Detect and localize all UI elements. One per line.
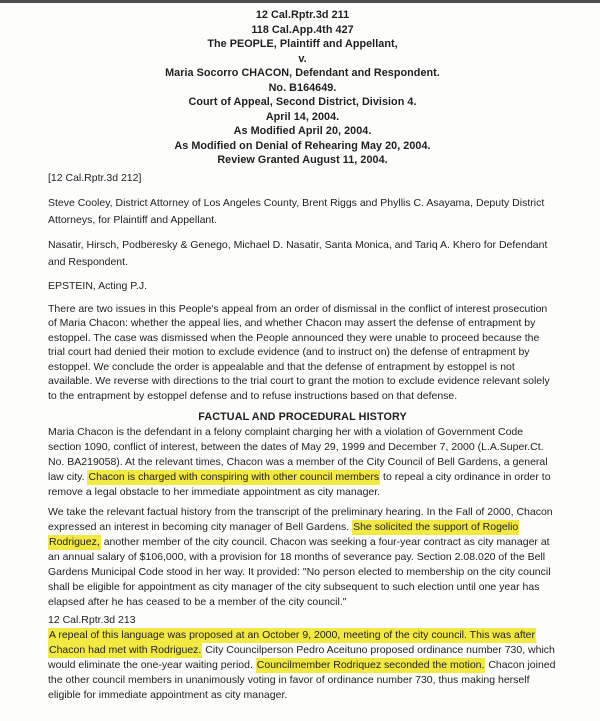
court-opinion-page <box>0 3 600 703</box>
highlighted-text: Councilmember Rodriquez seconded the motion. <box>256 659 485 671</box>
facts-paragraph-2 <box>48 505 557 610</box>
facts-paragraph-1 <box>48 425 557 500</box>
body-text: to repeal a city ordinance in order to remove a legal obstacle to her immediate appointment as city manager. <box>48 471 551 498</box>
docket-number: No. B164649. <box>268 81 337 94</box>
opinion-author: EPSTEIN, Acting P.J. <box>48 279 148 292</box>
body-text: Chacon joined the other council members in unanimously voting in favor of ordinance number 730, thus making herself eligible for immediate appointment as city manager. <box>48 659 556 701</box>
body-text: We take the relevant factual history from the transcript of the preliminary hearing. In the Fall of 2000, Chacon expressed an interest in becoming city manager of Bell Gardens. <box>48 506 553 533</box>
page-reference-213: 12 Cal.Rptr.3d 213 <box>48 614 136 626</box>
section-heading: FACTUAL AND PROCEDURAL HISTORY <box>198 411 407 423</box>
modified-date: As Modified April 20, 2004. <box>233 125 372 137</box>
highlighted-text: She solicited the support of Rogelio Rodriguez, <box>49 521 519 548</box>
review-granted-date: Review Granted August 11, 2004. <box>217 154 388 166</box>
highlighted-text: Chacon is charged with conspiring with other council members <box>88 471 380 483</box>
page-reference-212: [12 Cal.Rptr.3d 212] <box>48 171 142 184</box>
introduction-paragraph: There are two issues in this People's appeal from an order of dismissal in the conflict of interest prosecution of Maria Chacon: whether the appeal lies, and whether Chacon may assert the defense of entrapment by estoppel. The case was dismissed when the People announced they were unable to proceed because the trial court had denied their motion to exclude evidence (and to instruct on) the defense of entrapment by estoppel. We conclude the order is appealable and that the defense of entrapment by estoppel is not available. We reverse with directions to the trial court to grant the motion to exclude evidence relevant solely to the entrapment by estoppel defense and to refuse instructions based on that defense. <box>48 302 550 402</box>
court-name: Court of Appeal, Second District, Division 4. <box>188 96 417 108</box>
decision-date: April 14, 2004. <box>265 110 340 123</box>
reporter-citation: 12 Cal.Rptr.3d 211 <box>255 9 350 21</box>
case-caption <box>48 8 557 168</box>
rehearing-modified-date: As Modified on Denial of Rehearing May 20, 2004. <box>174 139 431 152</box>
counsel-for-respondent: Nasatir, Hirsch, Podberesky & Genego, Michael D. Nasatir, Santa Monica, and Tariq A. Khero for Defendant and Respondent. <box>48 238 548 268</box>
official-citation: 118 Cal.App.4th 427 <box>251 23 354 36</box>
versus-label: v. <box>298 52 307 65</box>
body-text: Maria Chacon is the defendant in a felony complaint charging her with a violation of Government Code section 1090, conflict of interest, between the dates of May 29, 1999 and December 7, 2000 (L.A.Super.Ct. No. BA219058). At the relevant times, Chacon was a member of the City Council of Bell Gardens, a general law city. <box>48 426 548 483</box>
body-text: City Councilperson Pedro Aceituno proposed ordinance number 730, which would eliminate the one-year waiting period. <box>48 644 555 671</box>
party-respondent: Maria Socorro CHACON, Defendant and Respondent. <box>165 67 440 79</box>
party-appellant: The PEOPLE, Plaintiff and Appellant, <box>207 38 398 50</box>
body-text: another member of the city council. Chacon was seeking a four-year contract as city manager at an annual salary of $106,000, with a provision for 18 months of severance pay. Section 2.08.020 of the Bell Gardens Municipal Code stood in her way. It provided: "No person elected to membership on the city council shall be eligible for appointment as city manager of the city subsequent to such election until one year has elapsed after he has ceased to be a member of the city council." <box>48 536 551 608</box>
highlighted-text: A repeal of this language was proposed at an October 9, 2000, meeting of the city council. This was after Chacon had met with Rodriguez. <box>49 629 536 656</box>
facts-paragraph-3 <box>48 628 557 703</box>
counsel-for-appellant: Steve Cooley, District Attorney of Los Angeles County, Brent Riggs and Phyllis C. Asayama, Deputy District Attorneys, for Plaintiff and Appellant. <box>48 196 545 226</box>
